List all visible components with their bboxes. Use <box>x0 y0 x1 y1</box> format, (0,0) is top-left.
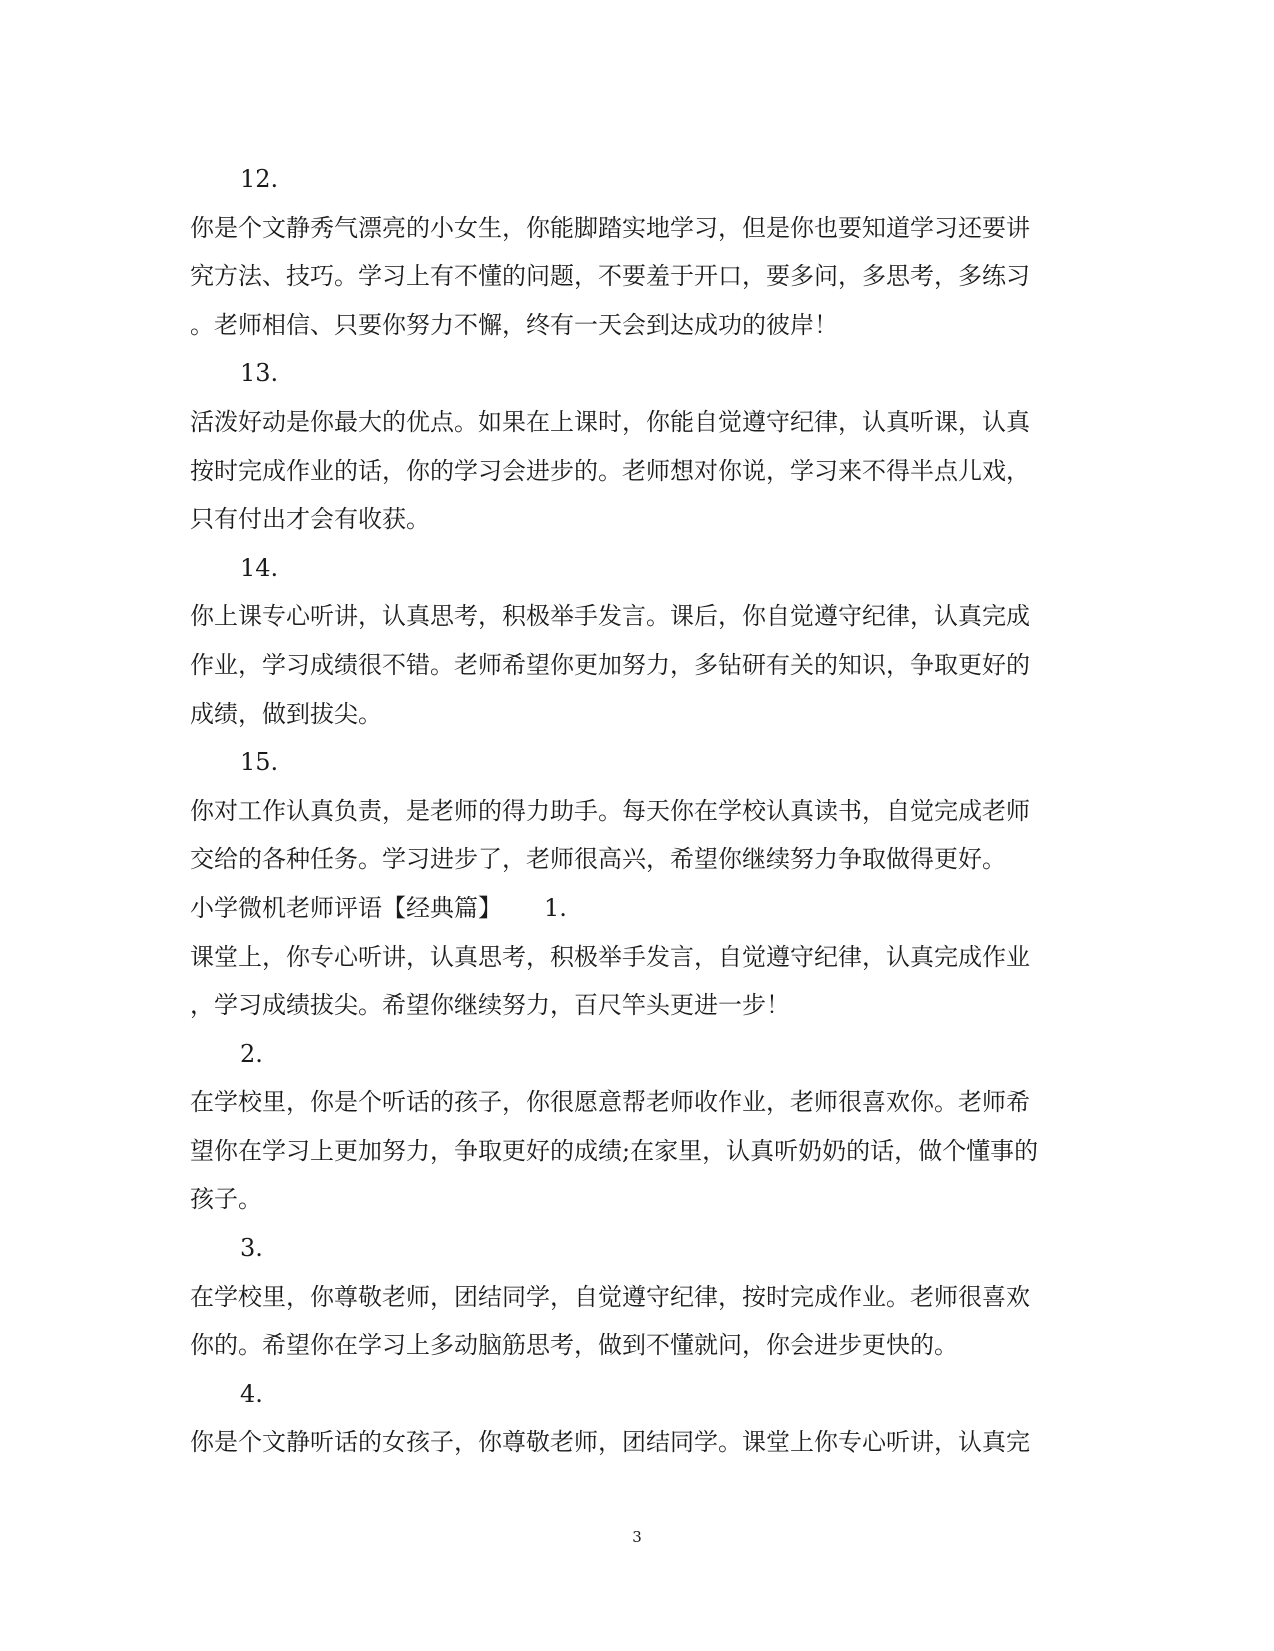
paragraph-line: 究方法、技巧。学习上有不懂的问题，不要羞于开口，要多问，多思考，多练习 <box>190 262 1030 291</box>
paragraph-line: 活泼好动是你最大的优点。如果在上课时，你能自觉遵守纪律，认真听课，认真 <box>190 407 1030 436</box>
item-number: 1. <box>544 893 567 922</box>
paragraph-line: 作业，学习成绩很不错。老师希望你更加努力，多钻研有关的知识，争取更好的 <box>190 650 1030 679</box>
paragraph-line: 。老师相信、只要你努力不懈，终有一天会到达成功的彼岸！ <box>190 310 838 339</box>
section-heading <box>190 884 1090 933</box>
paragraph-line: 在学校里，你是个听话的孩子，你很愿意帮老师收作业，老师很喜欢你。老师希 <box>190 1088 1030 1117</box>
paragraph-line: 你是个文静听话的女孩子，你尊敬老师，团结同学。课堂上你专心听讲，认真完 <box>190 1428 1030 1457</box>
paragraph-line: 只有付出才会有收获。 <box>190 505 430 534</box>
paragraph-line: 你对工作认真负责，是老师的得力助手。每天你在学校认真读书，自觉完成老师 <box>190 796 1030 825</box>
paragraph-line: ，学习成绩拔尖。希望你继续努力，百尺竿头更进一步！ <box>190 991 790 1020</box>
item-number: 12. <box>240 165 279 193</box>
paragraph-line: 成绩，做到拔尖。 <box>190 699 382 728</box>
paragraph-line: 你是个文静秀气漂亮的小女生，你能脚踏实地学习，但是你也要知道学习还要讲 <box>190 213 1030 242</box>
item-number: 15. <box>240 748 279 777</box>
section-heading-title: 小学微机老师评语【经典篇】 <box>190 893 502 922</box>
paragraph-line: 孩子。 <box>190 1185 262 1214</box>
item-number: 2. <box>240 1039 263 1068</box>
paragraph-line: 按时完成作业的话，你的学习会进步的。老师想对你说，学习来不得半点儿戏， <box>190 456 1030 485</box>
paragraph-line: 课堂上，你专心听讲，认真思考，积极举手发言，自觉遵守纪律，认真完成作业 <box>190 942 1030 971</box>
item-number: 3. <box>240 1234 263 1263</box>
item-number: 4. <box>240 1379 263 1408</box>
paragraph-line: 望你在学习上更加努力，争取更好的成绩;在家里，认真听奶奶的话，做个懂事的 <box>190 1136 1039 1165</box>
paragraph-line: 在学校里，你尊敬老师，团结同学，自觉遵守纪律，按时完成作业。老师很喜欢 <box>190 1282 1030 1311</box>
paragraph-line: 交给的各种任务。学习进步了，老师很高兴，希望你继续努力争取做得更好。 <box>190 845 1006 874</box>
page-number: 3 <box>632 1528 642 1546</box>
paragraph-line: 你的。希望你在学习上多动脑筋思考，做到不懂就问，你会进步更快的。 <box>190 1331 958 1360</box>
item-number: 14. <box>240 553 279 582</box>
document-body <box>190 155 1090 1467</box>
item-number: 13. <box>240 359 279 388</box>
paragraph-line: 你上课专心听讲，认真思考，积极举手发言。课后，你自觉遵守纪律，认真完成 <box>190 602 1030 631</box>
